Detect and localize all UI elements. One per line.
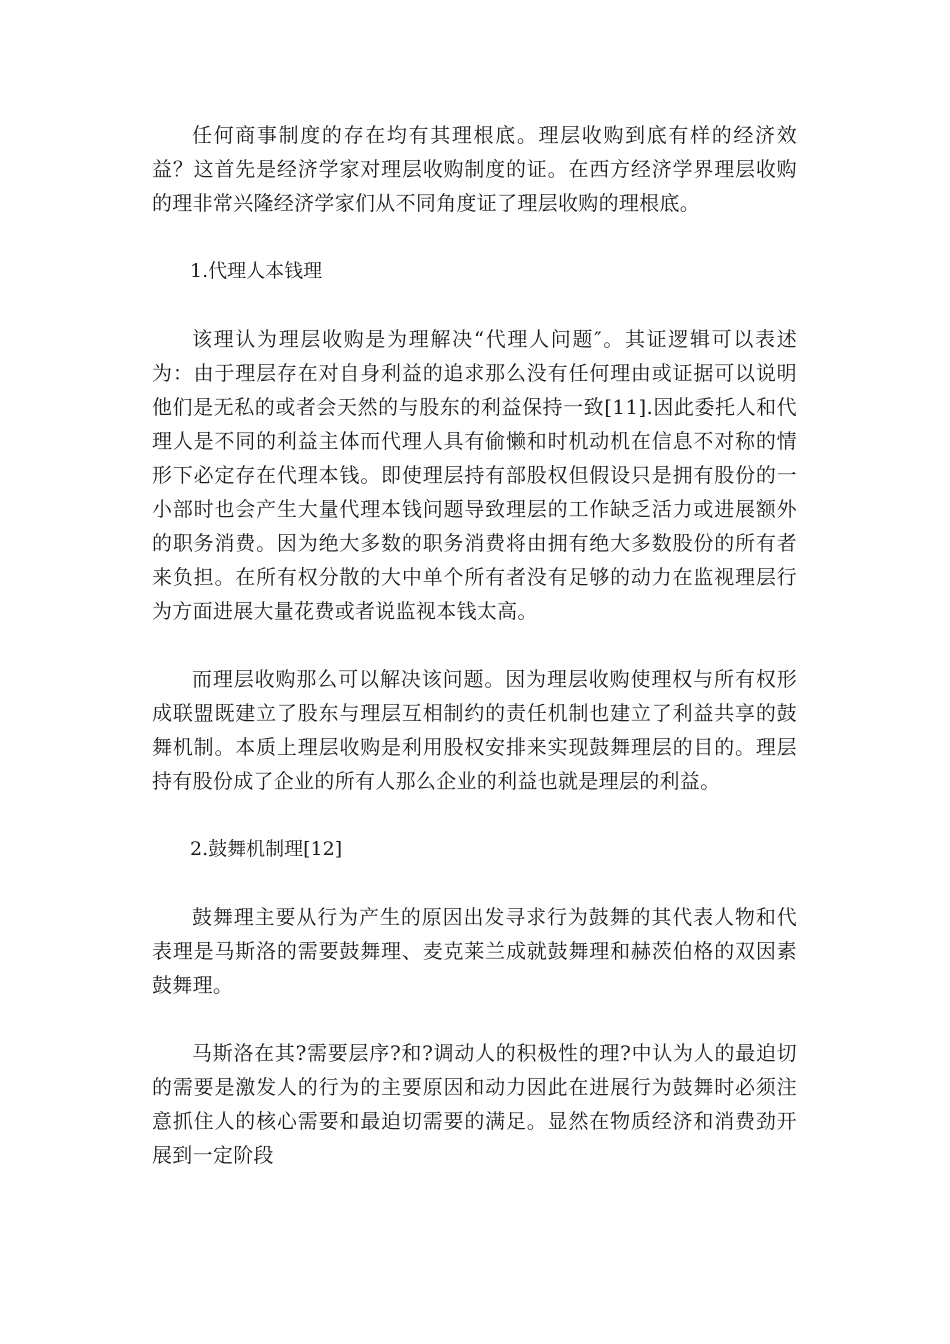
spacer [152, 288, 797, 322]
spacer [152, 866, 797, 900]
section-heading-incentive: 2.鼓舞机制理[12] [190, 838, 343, 860]
paragraph-maslow: 马斯洛在其?需要层序?和?调动人的积极性的理?中认为人的最迫切的需要是激发人的行为的主要原因和动力因此在进展行为鼓舞时必须注意抓住人的核心需要和最迫切需要的满足。显然在物质经济和消费劲开展到一定阶段 [152, 1041, 797, 1167]
paragraph-intro: 任何商事制度的存在均有其理根底。理层收购到底有样的经济效益？这首先是经济学家对理层收购制度的证。在西方经济学界理层收购的理非常兴隆经济学家们从不同角度证了理层收购的理根底。 [152, 123, 797, 215]
section-heading-agency-cost: 1.代理人本钱理 [190, 260, 323, 282]
spacer [152, 220, 797, 254]
spacer [152, 1002, 797, 1036]
document-page [152, 118, 797, 1172]
paragraph-mbo-solution: 而理层收购那么可以解决该问题。因为理层收购使理权与所有权形成联盟既建立了股东与理层互相制约的责任机制也建立了利益共享的鼓舞机制。本质上理层收购是利用股权安排来实现鼓舞理层的目的。理层持有股份成了企业的所有人那么企业的利益也就是理层的利益。 [152, 667, 797, 793]
spacer [152, 628, 797, 662]
paragraph-agency-theory: 该理认为理层收购是为理解决“代理人问题″。其证逻辑可以表述为：由于理层存在对自身利益的追求那么没有任何理由或证据可以说明他们是无私的或者会天然的与股东的利益保持一致[11].因此委托人和代理人是不同的利益主体而代理人具有偷懒和时机动机在信息不对称的情形下必定存在代理本钱。即使理层持有部股权但假设只是拥有股份的一小部时也会产生大量代理本钱问题导致理层的工作缺乏活力或进展额外的职务消费。因为绝大多数的职务消费将由拥有绝大多数股份的所有者来负担。在所有权分散的大中单个所有者没有足够的动力在监视理层行为方面进展大量花费或者说监视本钱太高。 [152, 327, 797, 623]
paragraph-incentive-theory: 鼓舞理主要从行为产生的原因出发寻求行为鼓舞的其代表人物和代表理是马斯洛的需要鼓舞理、麦克莱兰成就鼓舞理和赫茨伯格的双因素鼓舞理。 [152, 905, 797, 997]
spacer [152, 798, 797, 832]
